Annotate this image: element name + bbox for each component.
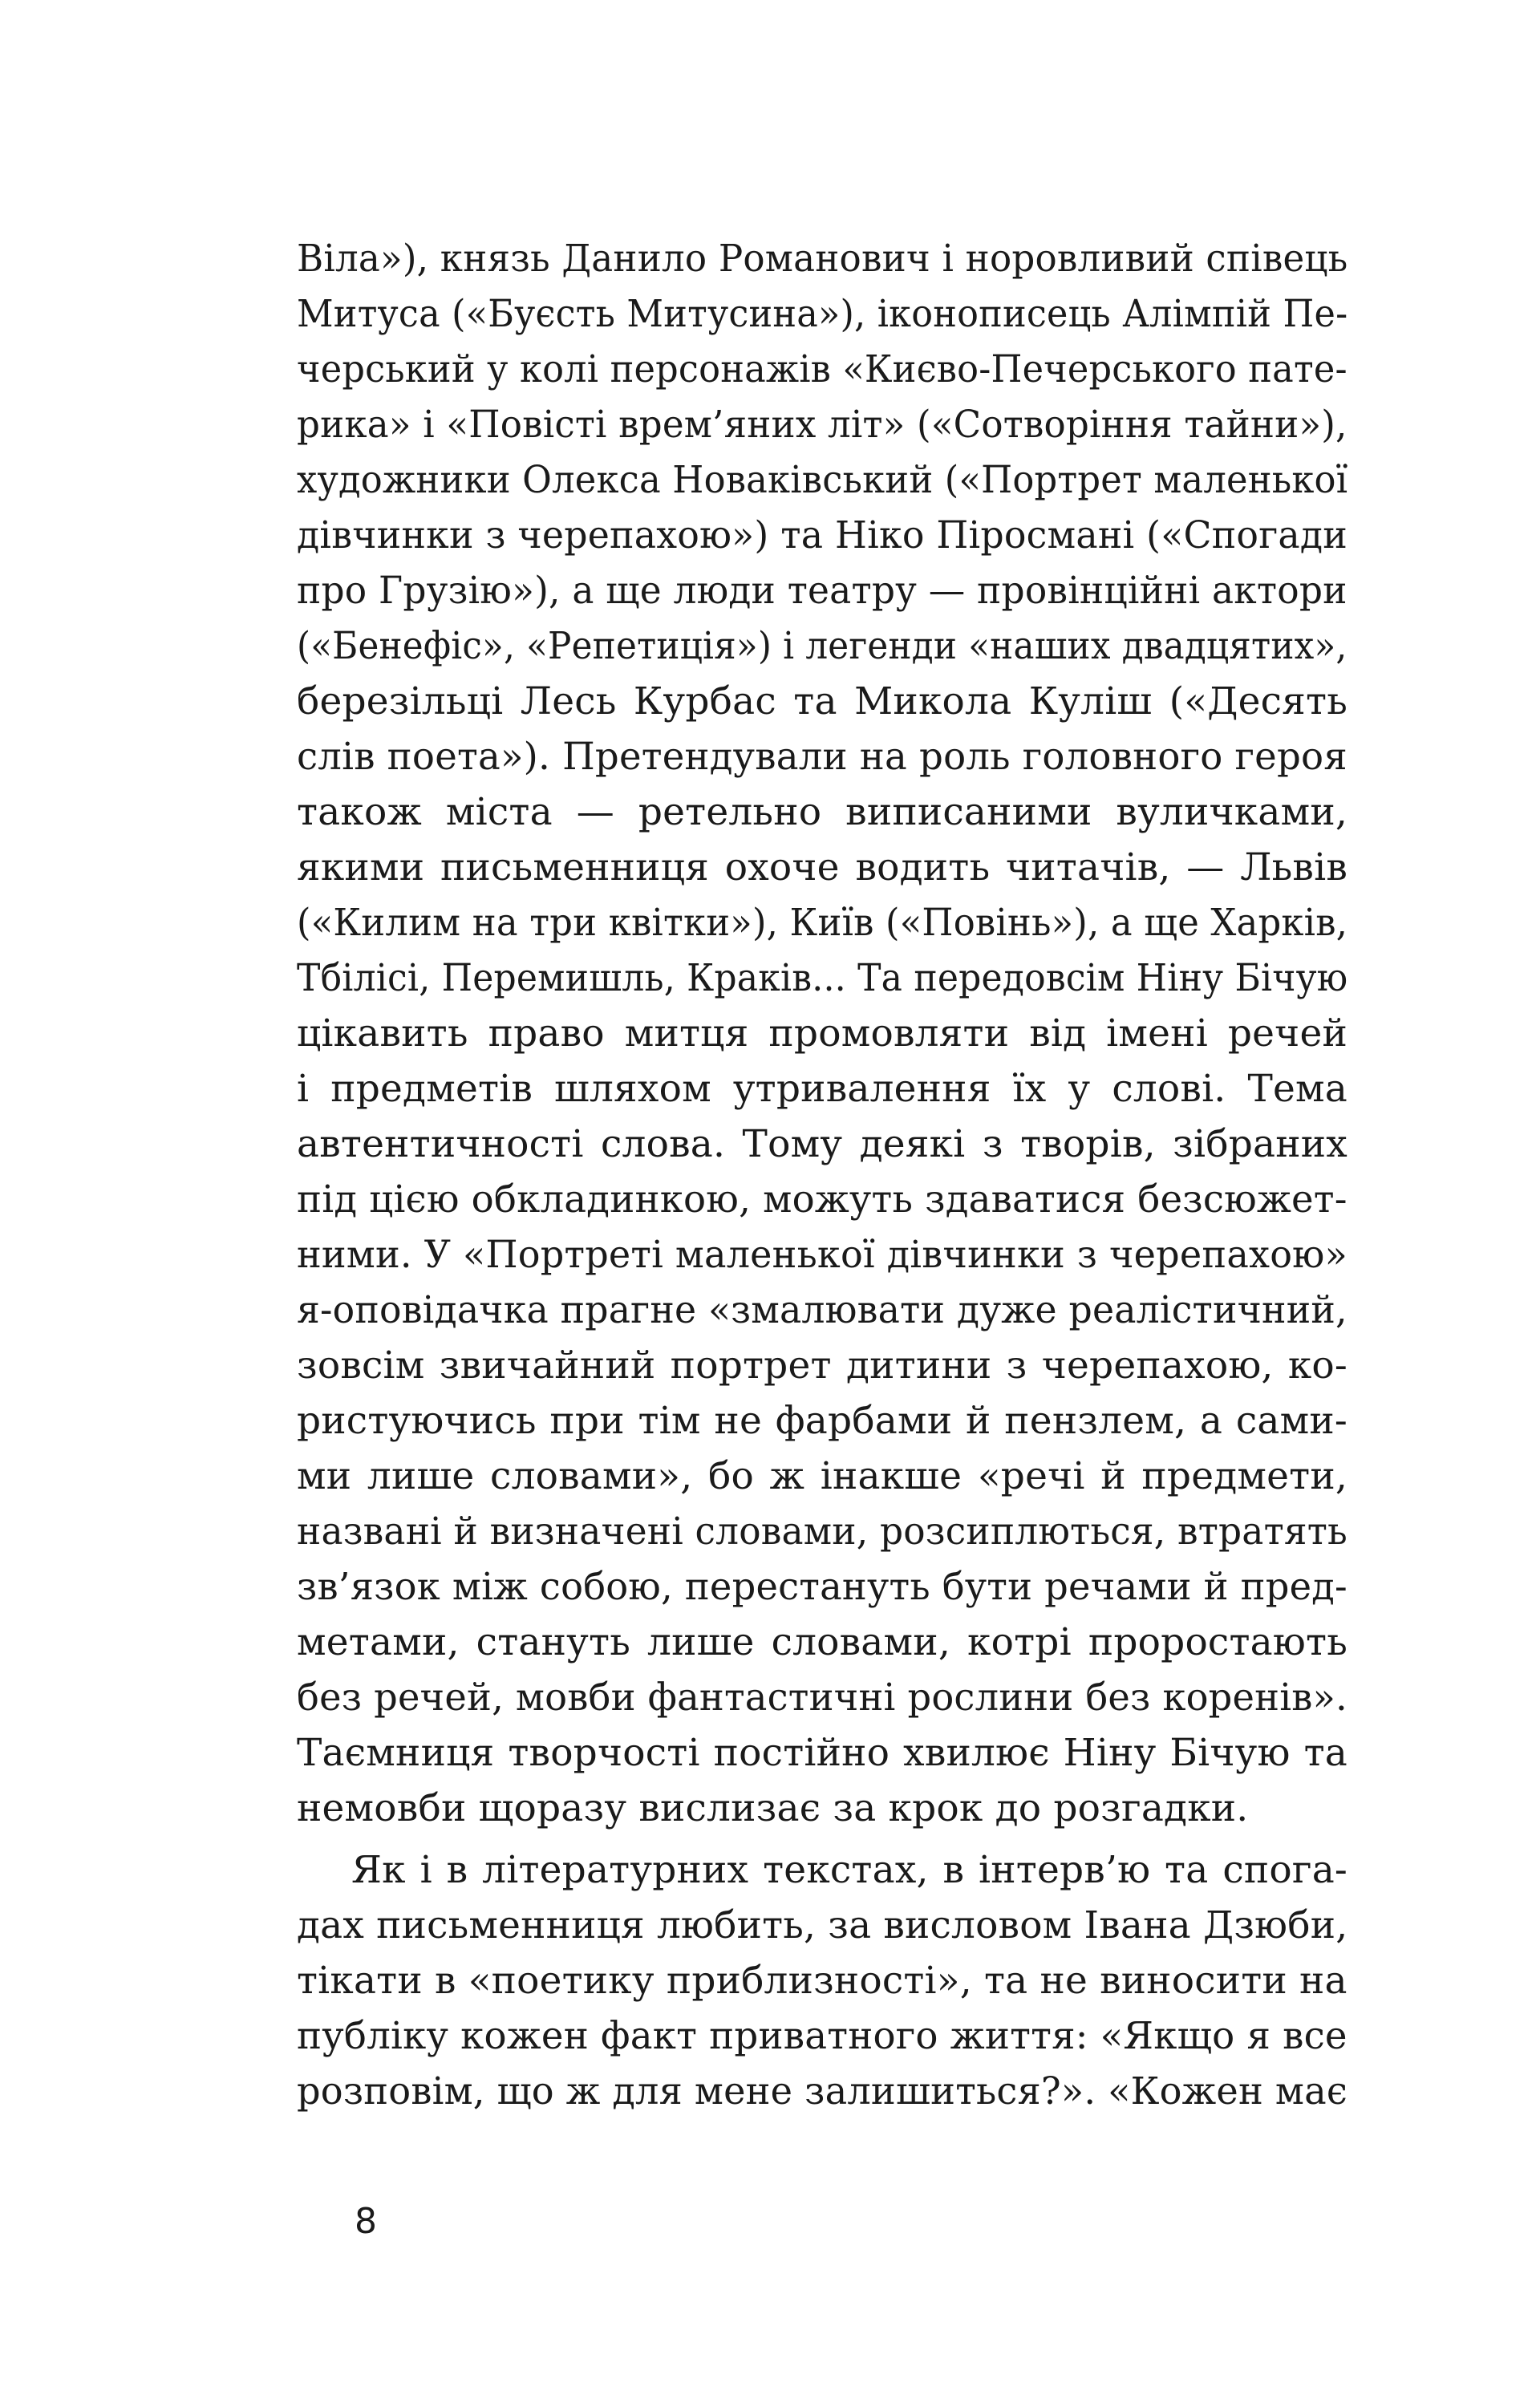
text-line: про Грузію»), а ще люди театру — провінційні актори (297, 569, 1348, 613)
text-line: Тбілісі, Перемишль, Краків... Та передовсім Ніну Бічую (297, 956, 1348, 1000)
text-line: черський у колі персонажів «Києво-Печерського пате- (297, 347, 1348, 391)
text-line: («Бенефіс», «Репетиція») і легенди «наших двадцятих», (297, 624, 1348, 668)
text-line: зовсім звичайний портрет дитини з черепахою, ко- (297, 1343, 1348, 1388)
text-line: рика» і «Повісті врем’яних літ» («Сотворіння тайни»), (297, 403, 1348, 447)
paragraph-1 (297, 231, 1348, 1836)
text-line: Віла»), князь Данило Романович і норовливий співець (297, 237, 1348, 281)
paragraph-2 (297, 1842, 1348, 2119)
text-line: публіку кожен факт приватного життя: «Якщо я все (297, 2014, 1348, 2058)
paragraph-spacer (297, 1836, 1348, 1842)
text-line: слів поета»). Претендували на роль головного героя (297, 735, 1348, 779)
text-line: («Килим на три квітки»), Київ («Повінь»), а ще Харків, (297, 901, 1348, 945)
text-line: Митуса («Буєсть Митусина»), іконописець Алімпій Пе- (297, 292, 1348, 336)
page-number: 8 (355, 2201, 377, 2242)
text-line: названі й визначені словами, розсиплються, втратять (297, 1510, 1348, 1554)
text-line: Таємниця творчості постійно хвилює Ніну Бічую та (297, 1731, 1348, 1775)
text-line: березільці Лесь Курбас та Микола Куліш («Десять (297, 679, 1348, 723)
text-line: Як і в літературних текстах, в інтерв’ю та спога- (351, 1848, 1348, 1892)
text-line: і предметів шляхом утривалення їх у слові. Тема (297, 1067, 1348, 1111)
text-line: ристуючись при тім не фарбами й пензлем, а сами- (297, 1399, 1348, 1443)
text-line: також міста — ретельно виписаними вуличками, (297, 790, 1348, 834)
text-line: цікавить право митця промовляти від імені речей (297, 1011, 1348, 1056)
text-line: ними. У «Портреті маленької дівчинки з черепахою» (297, 1233, 1348, 1277)
text-line: без речей, мовби фантастичні рослини без коренів». (297, 1676, 1348, 1720)
text-line: розповім, що ж для мене залишиться?». «Кожен має (297, 2069, 1348, 2113)
text-line: зв’язок між собою, перестануть бути речами й пред- (297, 1565, 1348, 1609)
text-line: дах письменниця любить, за висловом Івана Дзюби, (297, 1903, 1348, 1947)
text-line: художники Олекса Новаківський («Портрет маленької (297, 458, 1348, 502)
text-line: тікати в «поетику приблизності», та не виносити на (297, 1959, 1348, 2003)
body-text (297, 231, 1348, 2119)
text-line: під цією обкладинкою, можуть здаватися безсюжет- (297, 1177, 1348, 1222)
text-line: автентичності слова. Тому деякі з творів, зібраних (297, 1122, 1348, 1166)
text-line: метами, стануть лише словами, котрі проростають (297, 1620, 1348, 1664)
text-line: немовби щоразу вислизає за крок до розгадки. (297, 1786, 1249, 1830)
text-line: дівчинки з черепахою») та Ніко Піросмані («Спогади (297, 513, 1348, 557)
text-line: якими письменниця охоче водить читачів, — Львів (297, 845, 1348, 890)
text-line: ми лише словами», бо ж інакше «речі й предмети, (297, 1454, 1348, 1498)
text-line: я-оповідачка прагне «змалювати дуже реалістичний, (297, 1288, 1348, 1332)
